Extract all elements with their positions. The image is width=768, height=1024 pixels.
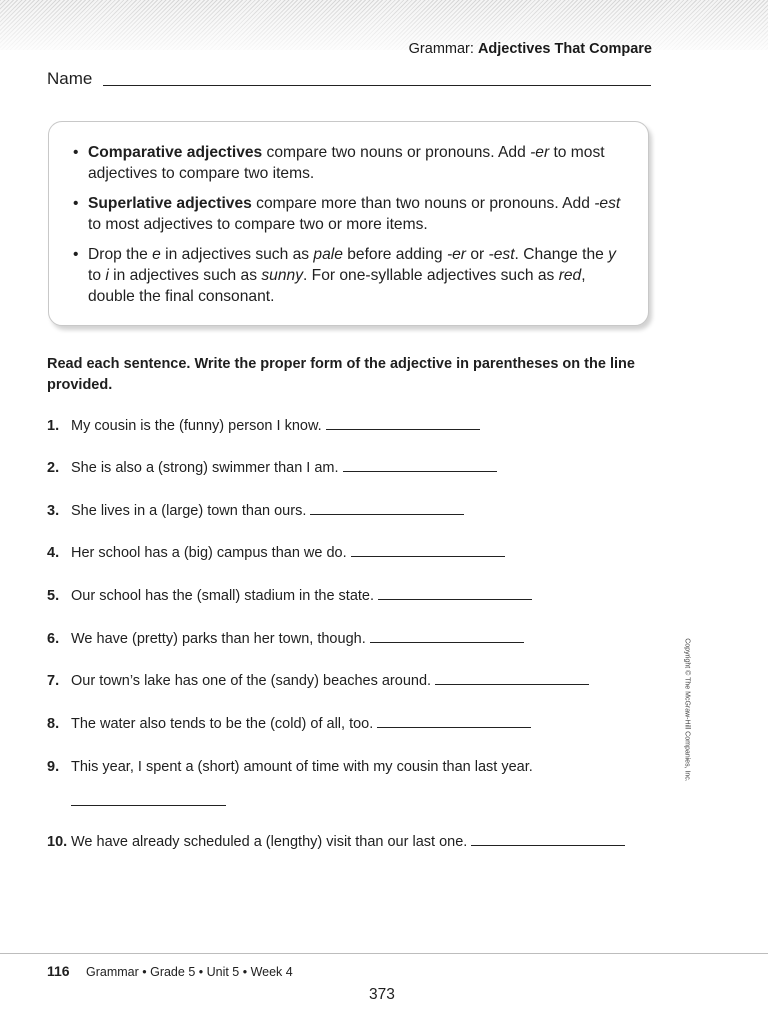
bottom-page-number: 373 (369, 986, 395, 1003)
rule-example: red (558, 267, 582, 284)
rule-text-run: before adding (342, 246, 447, 263)
answer-line[interactable] (351, 555, 505, 557)
item-sentence: This year, I spent a (short) amount of time with my cousin than last year. (71, 759, 533, 775)
answer-line[interactable] (435, 683, 589, 685)
answer-line[interactable] (326, 428, 480, 430)
answer-line[interactable] (370, 641, 524, 643)
answer-line[interactable] (310, 513, 464, 515)
item-sentence: The water also tends to be the (cold) of all, too. (71, 716, 374, 732)
rule-term: Comparative adjectives (88, 144, 263, 161)
item-number: 3. (47, 503, 60, 519)
item-number: 10. (47, 834, 68, 850)
rules-box (48, 121, 649, 326)
item-number: 1. (47, 418, 60, 434)
rule-text-run: Drop the (88, 246, 153, 263)
rule-text-run: to most adjectives to compare two items. (88, 144, 605, 182)
rule-example: pale (313, 246, 343, 263)
name-field (47, 69, 651, 89)
instructions: Read each sentence. Write the proper form of the adjective in parentheses on the line provided. (47, 356, 635, 393)
answer-line[interactable] (71, 805, 226, 806)
item-sentence: My cousin is the (funny) person I know. (71, 418, 322, 434)
item-sentence: Her school has a (big) campus than we do. (71, 545, 347, 561)
name-label: Name (47, 69, 93, 88)
name-line[interactable] (103, 85, 651, 86)
rule-example: -est (594, 195, 621, 212)
item-number: 8. (47, 716, 60, 732)
header-pattern (0, 0, 768, 50)
item-sentence: Our town’s lake has one of the (sandy) beaches around. (71, 673, 432, 689)
rule-text-run: . Change the (514, 246, 609, 263)
footer-text: Grammar • Grade 5 • Unit 5 • Week 4 (86, 965, 293, 979)
answer-line[interactable] (343, 470, 497, 472)
rule-text-run: compare two nouns or pronouns. Add (262, 144, 531, 161)
rule-example: -er (446, 246, 466, 263)
rule-example: y (608, 246, 616, 263)
item-sentence: We have (pretty) parks than her town, though. (71, 631, 366, 647)
rule-text-run: or (466, 246, 489, 263)
item-number: 5. (47, 588, 60, 604)
rule-example: -er (530, 144, 550, 161)
bullet: • (73, 246, 79, 263)
item-number: 4. (47, 545, 60, 561)
item-sentence: We have already scheduled a (lengthy) visit than our last one. (71, 834, 468, 850)
rule-text-run: to (88, 267, 106, 284)
item-sentence: She lives in a (large) town than ours. (71, 503, 307, 519)
rule-text (88, 193, 633, 235)
rule-text-run: in adjectives such as (108, 267, 262, 284)
rule-text-run: in adjectives such as (160, 246, 314, 263)
item-number: 6. (47, 631, 60, 647)
rule-text-run: to most adjectives to compare two or more items. (88, 216, 428, 233)
item-number: 9. (47, 759, 60, 775)
answer-line[interactable] (471, 844, 625, 846)
item-sentence: She is also a (strong) swimmer than I am. (71, 460, 339, 476)
item-number: 7. (47, 673, 60, 689)
page-number: 116 (47, 963, 70, 979)
rule-text (88, 244, 633, 307)
answer-line[interactable] (377, 726, 531, 728)
bullet: • (73, 195, 79, 212)
item-number: 2. (47, 460, 60, 476)
rule-text-run: . For one-syllable adjectives such as (303, 267, 559, 284)
header-title: Adjectives That Compare (477, 41, 652, 57)
rule-text-run: , double the final consonant. (88, 267, 586, 305)
rule-example: e (152, 246, 161, 263)
bullet: • (73, 144, 79, 161)
header-section: Grammar: (408, 41, 474, 57)
rule-text-run: compare more than two nouns or pronouns. Add (251, 195, 595, 212)
page-header (409, 41, 652, 57)
rule-term: Superlative adjectives (88, 195, 252, 212)
item-sentence: Our school has the (small) stadium in the state. (71, 588, 375, 604)
rule-example: i (105, 267, 109, 284)
answer-line[interactable] (378, 598, 532, 600)
rule-example: -est (488, 246, 515, 263)
copyright-notice: Copyright © The McGraw-Hill Companies, Inc. (683, 638, 691, 782)
rule-example: sunny (261, 267, 303, 284)
footer-divider (0, 953, 768, 954)
rule-text (88, 142, 633, 184)
